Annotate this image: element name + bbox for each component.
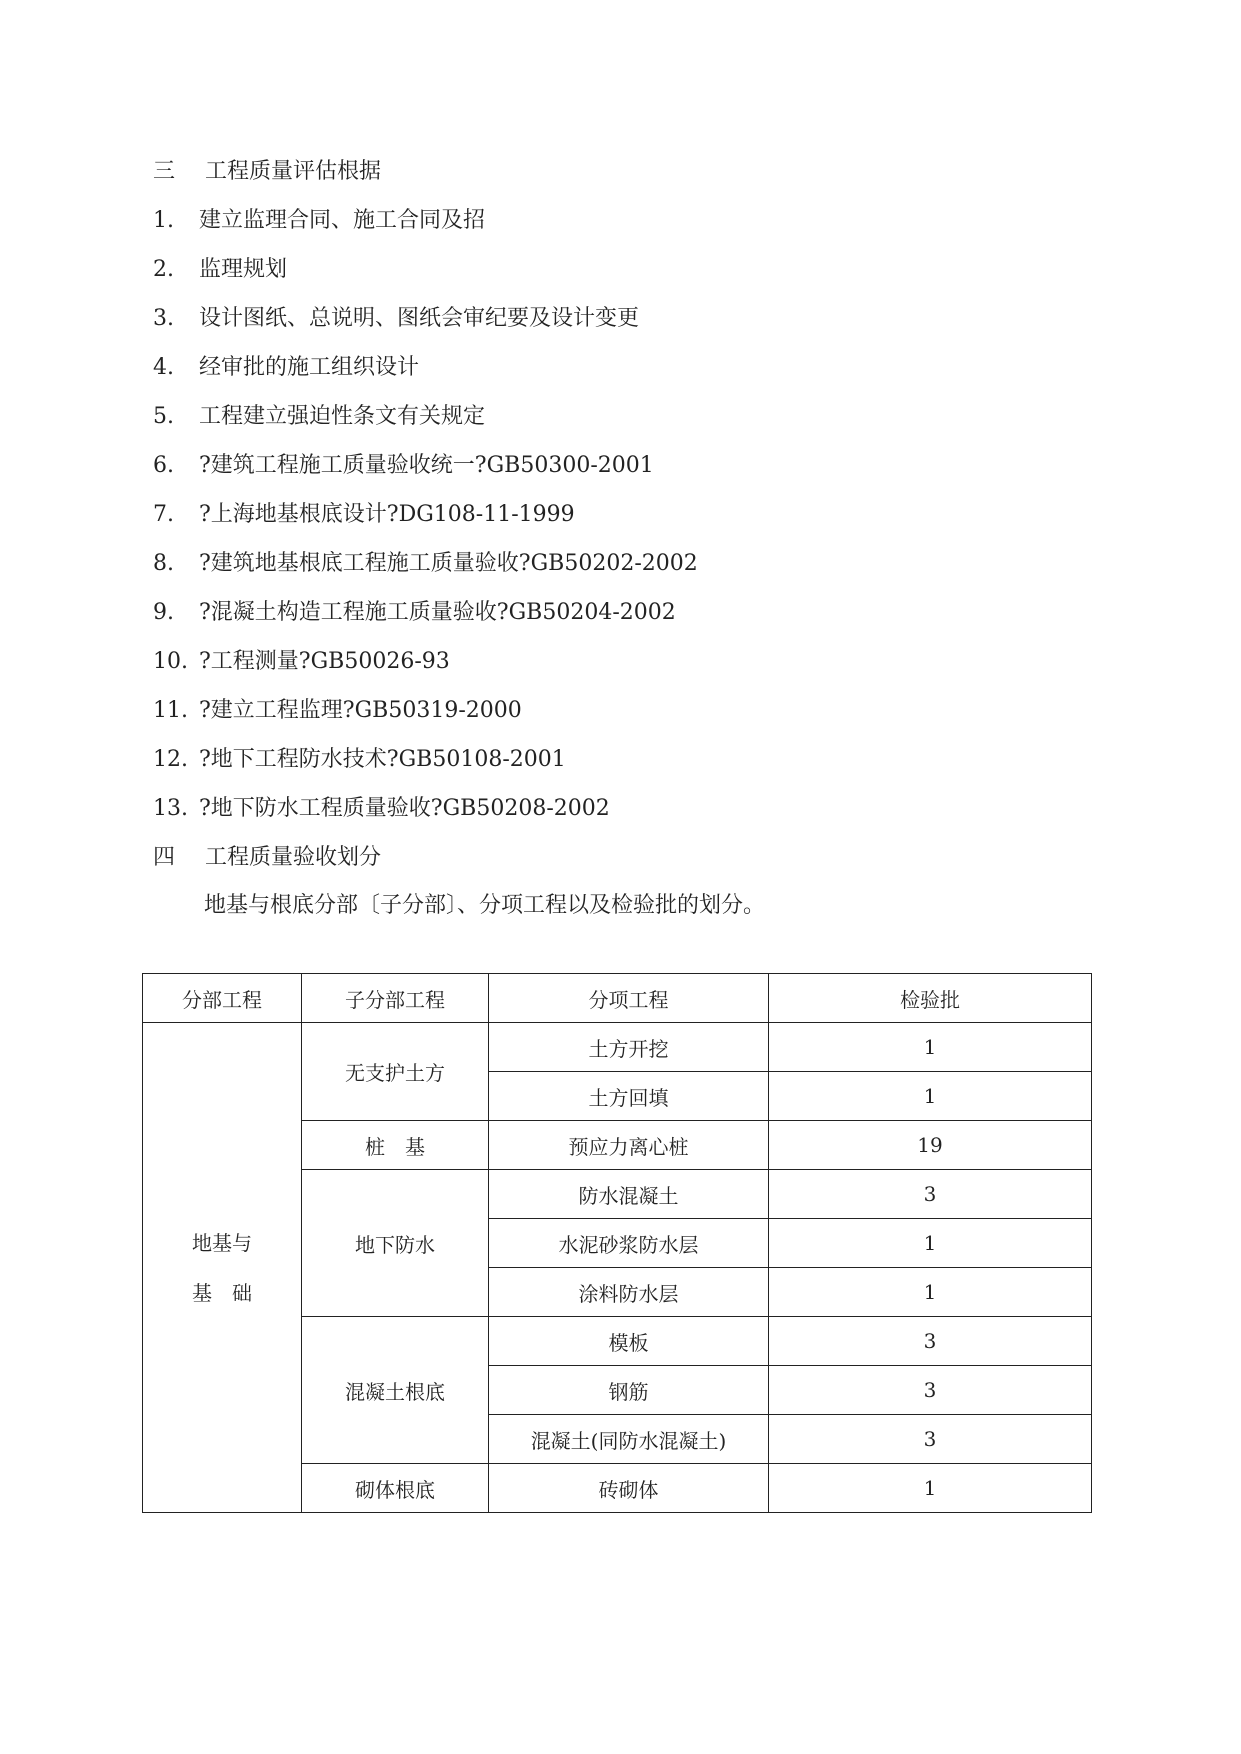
basis-item-text: ?地下工程防水技术?GB50108-2001 [199,747,566,772]
subdivision-cell: 地下防水 [302,1170,489,1317]
batch-cell: 1 [769,1219,1092,1268]
basis-item-text: ?混凝土构造工程施工质量验收?GB50204-2002 [199,600,676,625]
basis-item [153,598,676,628]
basis-item-text: 监理规划 [199,257,288,282]
basis-item-number: 10. [153,649,188,674]
basis-item [153,745,566,775]
item-cell: 土方开挖 [489,1023,769,1072]
batch-cell: 3 [769,1366,1092,1415]
basis-item-number: 11. [153,698,188,723]
division-line-2: 基 础 [192,1280,252,1305]
batch-cell: 19 [769,1121,1092,1170]
basis-item [153,696,522,726]
basis-item [153,206,485,236]
basis-item-number: 1. [153,208,174,233]
section-4-heading [153,843,381,873]
header-item: 分项工程 [489,974,769,1023]
basis-item-number: 8. [153,551,174,576]
division-cell [143,1023,302,1513]
basis-item-text: ?上海地基根底设计?DG108-11-1999 [199,502,575,527]
basis-item [153,549,698,579]
item-cell: 钢筋 [489,1366,769,1415]
subdivision-cell: 桩 基 [302,1121,489,1170]
basis-item-text: 工程建立强迫性条文有关规定 [199,404,486,429]
subdivision-cell: 砌体根底 [302,1464,489,1513]
basis-item [153,647,450,677]
section-4-title: 工程质量验收划分 [205,845,382,870]
basis-item-number: 7. [153,502,174,527]
basis-item-number: 13. [153,796,188,821]
basis-item-number: 2. [153,257,174,282]
basis-item [153,794,610,824]
basis-item [153,255,287,285]
subdivision-cell: 无支护土方 [302,1023,489,1121]
section-3-heading [153,157,381,187]
batch-cell: 3 [769,1415,1092,1464]
item-cell: 预应力离心桩 [489,1121,769,1170]
item-cell: 砖砌体 [489,1464,769,1513]
subdivision-cell: 混凝土根底 [302,1317,489,1464]
item-cell: 土方回填 [489,1072,769,1121]
basis-item-number: 9. [153,600,174,625]
basis-item [153,353,419,383]
basis-item-number: 12. [153,747,188,772]
header-subdivision: 子分部工程 [302,974,489,1023]
item-cell: 模板 [489,1317,769,1366]
section-4-number: 四 [153,845,176,870]
batch-cell: 1 [769,1464,1092,1513]
item-cell: 混凝土(同防水混凝土) [489,1415,769,1464]
division-table [142,973,1092,1513]
batch-cell: 3 [769,1317,1092,1366]
basis-item-number: 5. [153,404,174,429]
batch-cell: 1 [769,1023,1092,1072]
basis-item-text: 经审批的施工组织设计 [199,355,420,380]
batch-cell: 1 [769,1072,1092,1121]
batch-cell: 3 [769,1170,1092,1219]
basis-item [153,402,485,432]
basis-item-text: ?地下防水工程质量验收?GB50208-2002 [199,796,610,821]
basis-item-number: 6. [153,453,174,478]
section-3-number: 三 [153,159,176,184]
table-row [143,1023,1092,1072]
basis-item-text: ?建立工程监理?GB50319-2000 [199,698,522,723]
section-4-intro: 地基与根底分部〔子分部〕、分项工程以及检验批的划分。 [204,893,766,918]
basis-item [153,304,639,334]
basis-item-text: 建立监理合同、施工合同及招 [199,208,486,233]
basis-item-text: ?工程测量?GB50026-93 [199,649,450,674]
basis-item [153,500,575,530]
basis-item-text: ?建筑工程施工质量验收统一?GB50300-2001 [199,453,654,478]
table-header-row [143,974,1092,1023]
header-division: 分部工程 [143,974,302,1023]
basis-item-text: 设计图纸、总说明、图纸会审纪要及设计变更 [199,306,640,331]
basis-item-text: ?建筑地基根底工程施工质量验收?GB50202-2002 [199,551,698,576]
division-line-1: 地基与 [192,1230,252,1255]
item-cell: 涂料防水层 [489,1268,769,1317]
item-cell: 水泥砂浆防水层 [489,1219,769,1268]
basis-item-number: 3. [153,306,174,331]
basis-item [153,451,654,481]
section-3-title: 工程质量评估根据 [205,159,382,184]
header-batch: 检验批 [769,974,1092,1023]
basis-item-number: 4. [153,355,174,380]
batch-cell: 1 [769,1268,1092,1317]
item-cell: 防水混凝土 [489,1170,769,1219]
